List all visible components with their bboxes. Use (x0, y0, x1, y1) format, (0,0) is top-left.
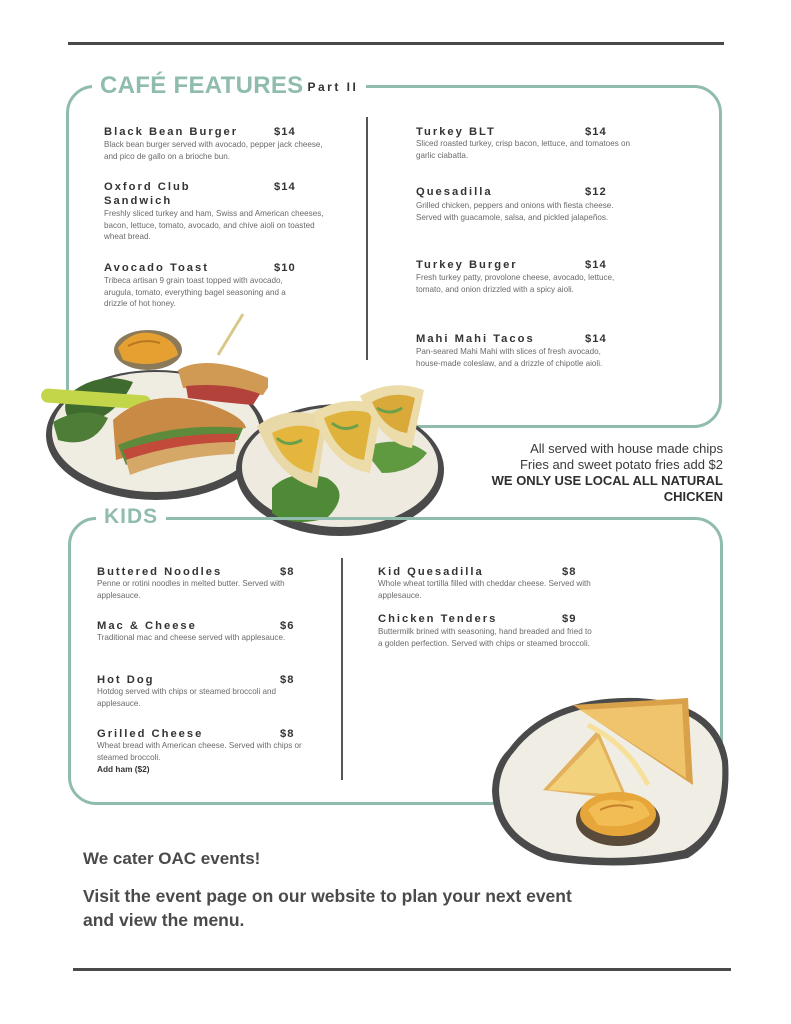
sides-note-line: All served with house made chips (530, 441, 723, 456)
catering-headline: We cater OAC events! (83, 849, 261, 868)
item-name: Black Bean Burger (104, 126, 239, 138)
item-name: Mac & Cheese (97, 620, 197, 632)
kids-title: KIDS (104, 505, 159, 528)
item-price: $9 (562, 613, 577, 625)
sides-note (492, 441, 723, 505)
item-name: Hot Dog (97, 674, 155, 686)
item-description: Whole wheat tortilla filled with cheddar cheese. Served with applesauce. (378, 579, 591, 600)
item-description: Freshly sliced turkey and ham, Swiss and American cheeses, bacon, lettuce, tomato, avocado, and chive aioli on toasted wheat bread. (104, 209, 324, 241)
item-description: Buttermilk brined with seasoning, hand breaded and fried to a golden perfection. Served with chips or steamed broccoli. (378, 627, 592, 648)
item-name: Grilled Cheese (97, 728, 204, 740)
item-description: Wheat bread with American cheese. Served with chips or steamed broccoli. (97, 741, 302, 762)
item-price: $8 (280, 674, 295, 686)
top-rule (68, 42, 724, 45)
item-price: $14 (585, 333, 607, 345)
item-name: Buttered Noodles (97, 566, 223, 578)
item-description: Black bean burger served with avocado, pepper jack cheese, and pico de gallo on a brioche bun. (104, 140, 323, 161)
item-description: Traditional mac and cheese served with applesauce. (97, 633, 286, 642)
item-description: Sliced roasted turkey, crisp bacon, lettuce, and tomatoes on garlic ciabatta. (416, 139, 631, 160)
item-name: Quesadilla (416, 186, 493, 198)
item-description: Tribeca artisan 9 grain toast topped with avocado, arugula, tomato, everything bagel seasoning and a drizzle of hot honey. (104, 276, 286, 308)
add-ham-note: Add ham ($2) (97, 764, 150, 774)
item-name: Mahi Mahi Tacos (416, 333, 535, 345)
item-description: Fresh turkey patty, provolone cheese, avocado, lettuce, tomato, and onion drizzled with a spicy aioli. (416, 273, 615, 294)
item-description: Grilled chicken, peppers and onions with fiesta cheese. Served with guacamole, salsa, and pickled jalapeños. (416, 201, 614, 222)
item-price: $10 (274, 262, 296, 274)
item-description: Hotdog served with chips or steamed broccoli and applesauce. (97, 687, 277, 708)
item-price: $14 (274, 181, 296, 193)
item-name: Turkey Burger (416, 259, 518, 271)
item-name: Oxford Club Sandwich (104, 181, 191, 207)
item-name: Chicken Tenders (378, 613, 498, 625)
item-description: Penne or rotini noodles in melted butter. Served with applesauce. (97, 579, 285, 600)
item-description: Pan-seared Mahi Mahi with slices of fresh avocado, house-made coleslaw, and a drizzle of chipotle aioli. (416, 347, 603, 368)
tacos-plate-photo (232, 378, 447, 540)
chicken-note: WE ONLY USE LOCAL ALL NATURAL (491, 473, 723, 488)
bottom-rule (73, 968, 731, 971)
item-price: $12 (585, 186, 607, 198)
item-price: $8 (562, 566, 577, 578)
features-title: CAFÉ FEATURES (100, 72, 304, 99)
kids-divider (341, 558, 343, 780)
item-price: $8 (280, 566, 295, 578)
item-name: Avocado Toast (104, 262, 209, 274)
kids-heading (96, 506, 166, 527)
item-price: $14 (274, 126, 296, 138)
item-name: Turkey BLT (416, 126, 496, 138)
sides-note-line: Fries and sweet potato fries add $2 (519, 457, 723, 472)
chicken-note: CHICKEN (663, 489, 723, 504)
item-price: $14 (585, 126, 607, 138)
item-name: Kid Quesadilla (378, 566, 484, 578)
features-subtitle: Part II (307, 80, 359, 94)
item-price: $14 (585, 259, 607, 271)
item-price: $6 (280, 620, 295, 632)
grilled-cheese-plate-photo (488, 690, 733, 870)
features-heading (92, 74, 366, 98)
features-divider (366, 117, 368, 360)
item-price: $8 (280, 728, 295, 740)
catering-message: Visit the event page on our website to plan your next event and view the menu. (83, 886, 572, 930)
